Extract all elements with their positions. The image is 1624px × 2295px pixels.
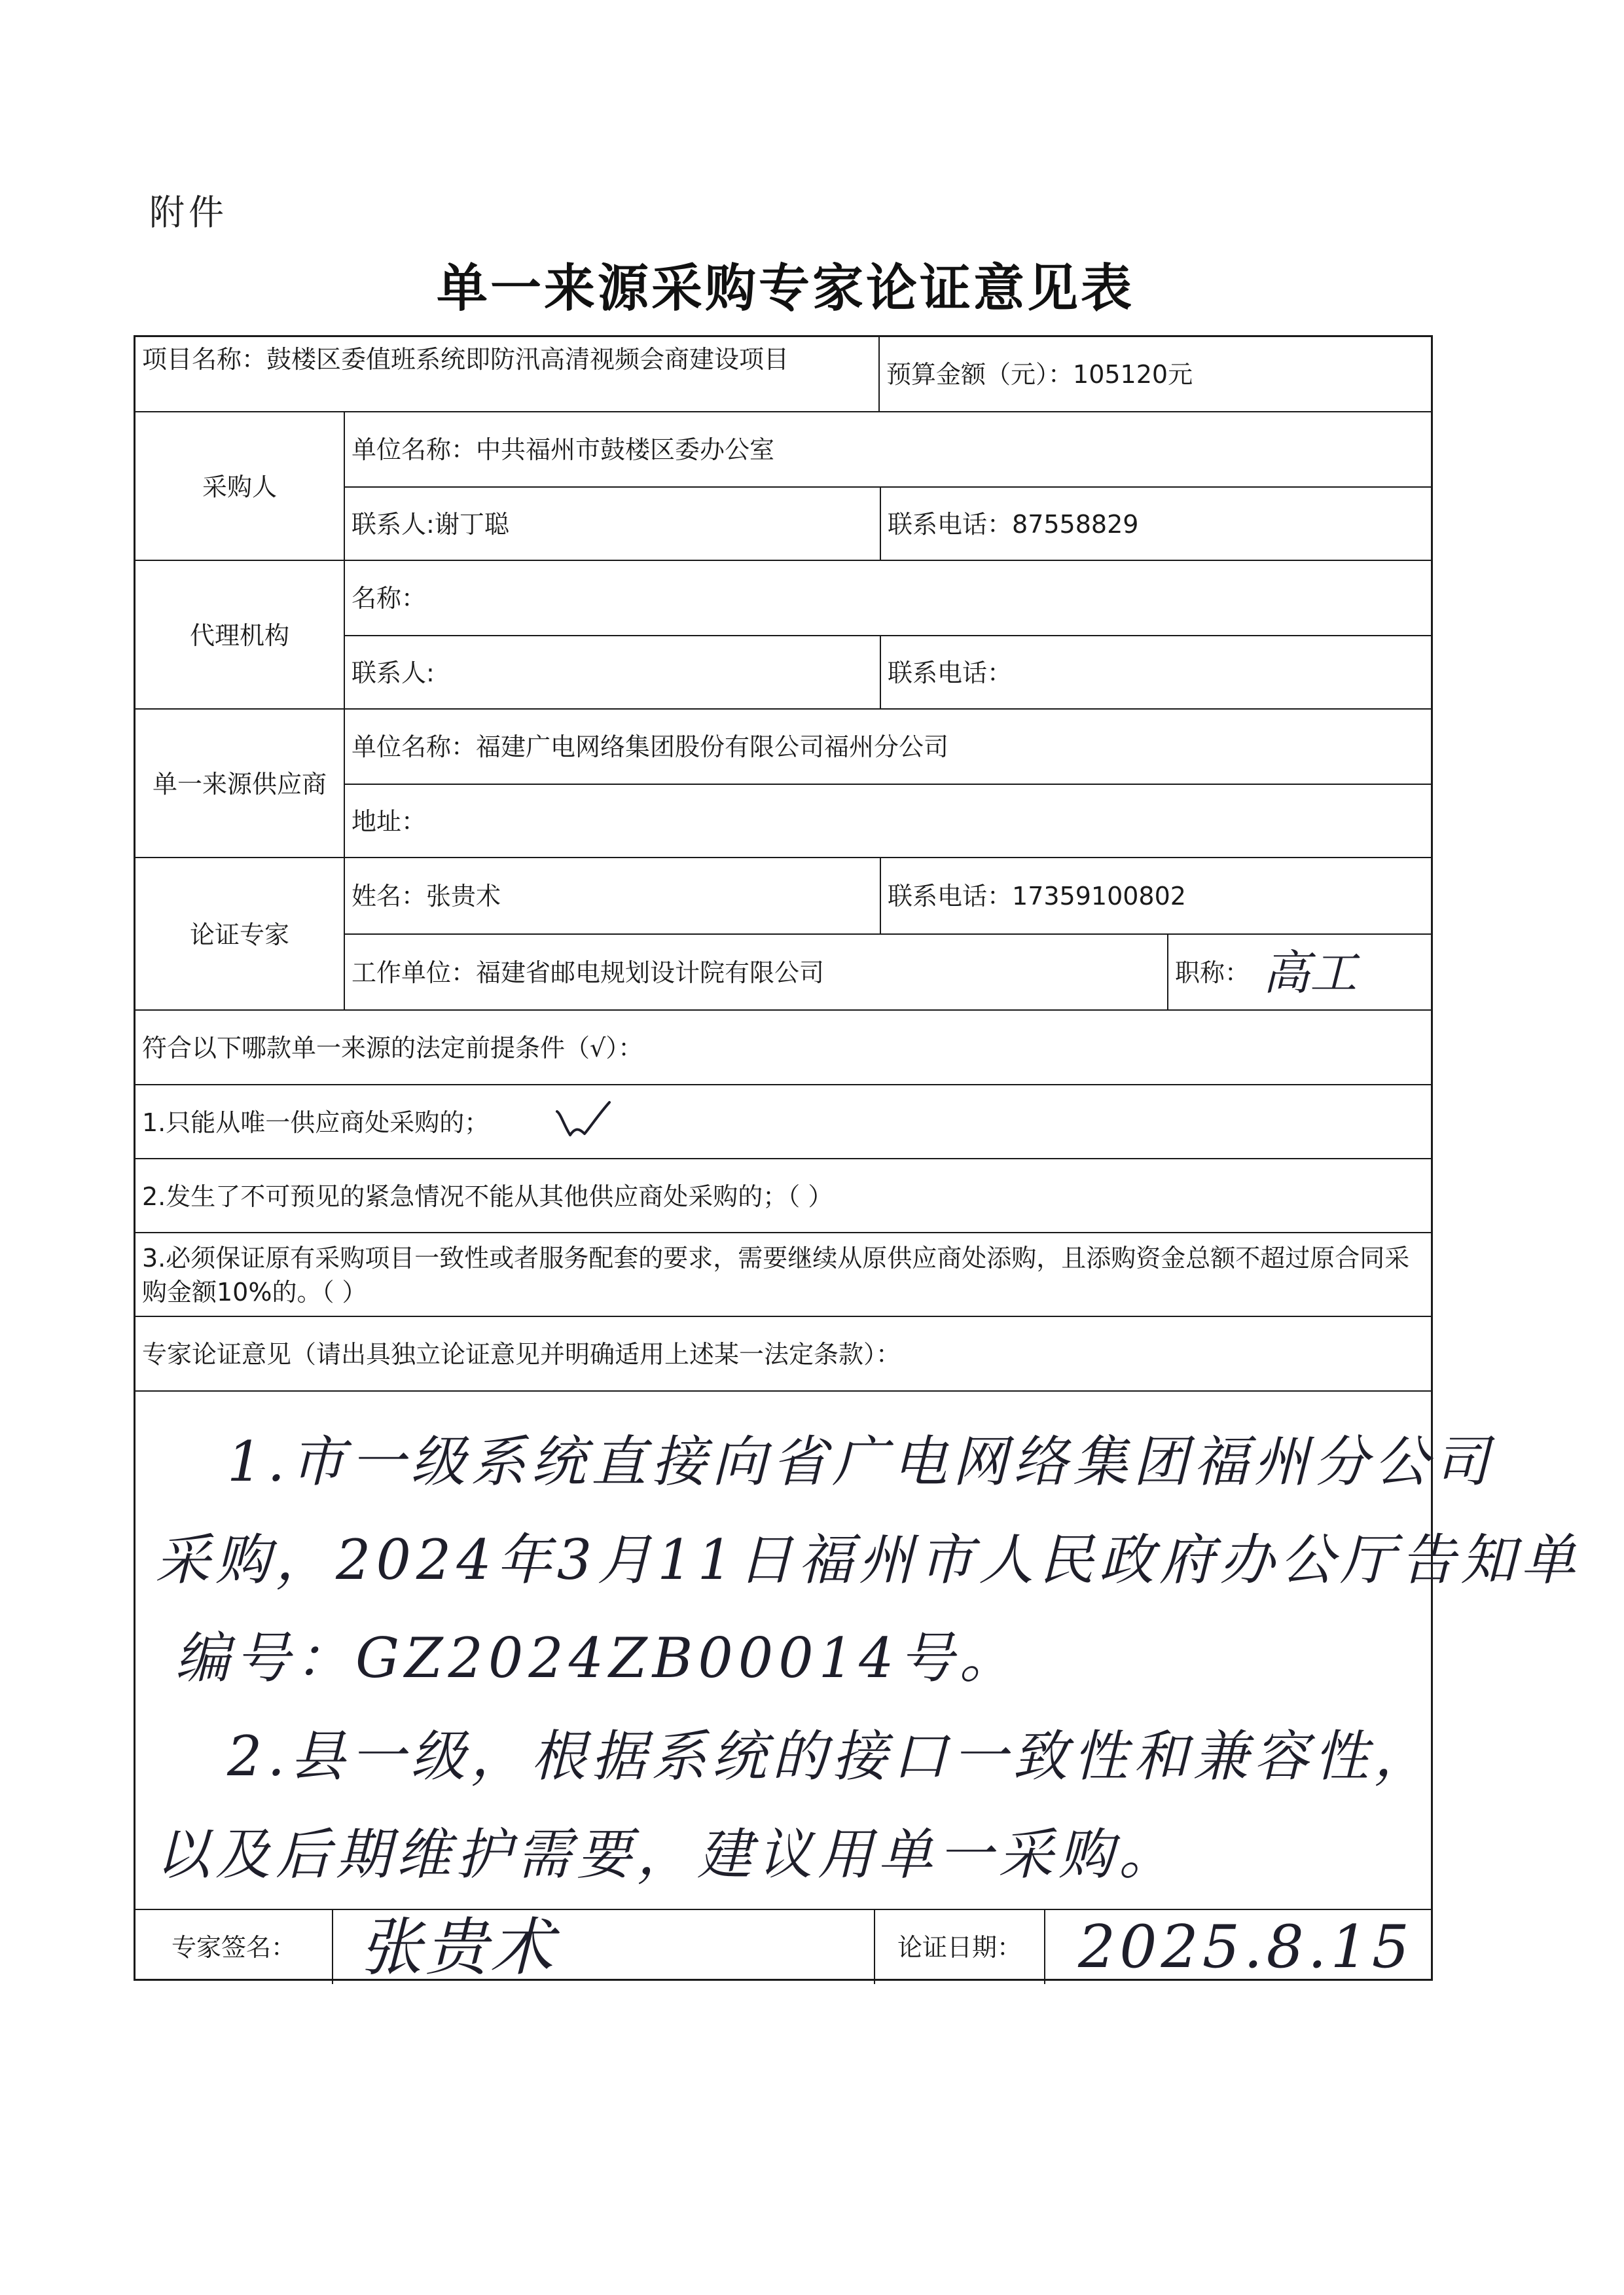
expert-title-value: 高工	[1263, 945, 1358, 1000]
expert-signature: 张贵术	[359, 1910, 556, 1984]
opinion-line-5: 以及后期维护需要，建议用单一采购。	[155, 1822, 1180, 1887]
agency-label: 代理机构	[189, 621, 289, 650]
condition-item-1	[135, 1085, 1431, 1159]
expert-employer-value: 福建省邮电规划设计院有限公司	[476, 958, 825, 987]
supplier-label: 单一来源供应商	[152, 769, 327, 799]
agency-phone-cell	[880, 636, 1434, 710]
condition-item-3: 3.必须保证原有采购项目一致性或者服务配套的要求，需要继续从原供应商处添购，且添购资金总额不超过原合同采购金额10%的。（ ）	[142, 1244, 1410, 1307]
budget-cell	[878, 337, 1433, 411]
budget-value: 105120元	[1073, 359, 1193, 389]
check-mark-icon	[553, 1098, 612, 1144]
project-row	[135, 337, 1431, 411]
purchaser-phone-cell	[880, 488, 1434, 561]
supplier-unit-cell	[345, 710, 1433, 784]
opinion-line-4: 2.县一级，根据系统的接口一致性和兼容性，	[227, 1724, 1435, 1788]
purchaser-contact-cell	[345, 488, 880, 561]
agency-section	[135, 560, 1431, 710]
supplier-address-row	[345, 784, 1433, 858]
purchaser-contact-row	[345, 486, 1433, 561]
opinion-line-1: 1.市一级系统直接向省广电网络集团福州分公司	[227, 1430, 1495, 1494]
supplier-address-cell	[345, 785, 1433, 858]
purchaser-phone-label: 联系电话：	[888, 510, 1013, 539]
opinion-body	[135, 1390, 1581, 1910]
opinion-date: 2025.8.15	[1078, 1912, 1414, 1981]
project-name-value: 鼓楼区委值班系统即防汛高清视频会商建设项目	[266, 345, 789, 374]
expert-name-cell	[345, 858, 880, 933]
expert-section	[135, 857, 1431, 1011]
agency-name-label: 名称：	[352, 583, 427, 613]
budget-label: 预算金额（元）：	[886, 359, 1074, 389]
expert-phone-label: 联系电话：	[888, 881, 1013, 911]
expert-title-cell	[1167, 935, 1434, 1011]
expert-phone-cell	[880, 858, 1434, 933]
expert-details	[344, 858, 1433, 1011]
purchaser-unit-cell	[345, 412, 1433, 486]
expert-name-row	[345, 858, 1433, 933]
agency-name-cell	[345, 561, 1433, 635]
condition-row-1	[135, 1084, 1431, 1159]
opinion-line-3: 编号：GZ2024ZB00014号。	[175, 1626, 1020, 1690]
signature-cell	[332, 1910, 874, 1984]
supplier-unit-row	[345, 710, 1433, 784]
opinion-prompt-row	[135, 1316, 1431, 1392]
supplier-unit-value: 福建广电网络集团股份有限公司福州分公司	[476, 732, 949, 761]
condition-row-3	[135, 1232, 1431, 1317]
expert-employer-row	[345, 933, 1433, 1011]
project-name-cell	[135, 337, 878, 411]
condition-text-1: 1.只能从唯一供应商处采购的；	[142, 1108, 490, 1137]
expert-employer-label: 工作单位：	[352, 958, 477, 987]
agency-contact-cell	[345, 636, 880, 710]
expert-name-label: 姓名：	[352, 881, 427, 911]
condition-row-2	[135, 1158, 1431, 1233]
signoff-row	[135, 1909, 1431, 1984]
expert-name-value: 张贵术	[426, 881, 501, 911]
form-title: 单一来源采购专家论证意见表	[436, 259, 1134, 318]
supplier-unit-label: 单位名称：	[352, 732, 477, 761]
expert-opinion-form	[134, 335, 1581, 1984]
purchaser-unit-label: 单位名称：	[352, 435, 477, 464]
conditions-prompt-row	[135, 1009, 1431, 1085]
agency-name-row	[345, 561, 1433, 635]
purchaser-unit-value: 中共福州市鼓楼区委办公室	[476, 435, 775, 464]
purchaser-section	[135, 411, 1431, 561]
date-label: 论证日期：	[874, 1910, 1044, 1984]
purchaser-contact-value: 谢丁聪	[434, 510, 509, 539]
agency-details	[344, 561, 1433, 710]
supplier-details	[344, 710, 1433, 858]
purchaser-contact-label: 联系人:	[352, 510, 435, 539]
expert-employer-cell	[345, 935, 1167, 1011]
opinion-prompt: 专家论证意见（请出具独立论证意见并明确适用上述某一法定条款）：	[142, 1340, 901, 1369]
project-name-label: 项目名称：	[142, 345, 267, 374]
expert-phone-value: 17359100802	[1012, 881, 1186, 911]
purchaser-details	[344, 412, 1433, 561]
opinion-line-2: 采购，2024年3月11日福州市人民政府办公厅告知单	[155, 1528, 1581, 1592]
agency-phone-label: 联系电话：	[888, 659, 1013, 687]
conditions-prompt: 符合以下哪款单一来源的法定前提条件（√）：	[142, 1034, 643, 1062]
agency-contact-label: 联系人:	[352, 659, 435, 687]
expert-title-label: 职称：	[1175, 958, 1250, 987]
condition-item-2: 2.发生了不可预见的紧急情况不能从其他供应商处采购的；（ ）	[142, 1182, 833, 1211]
supplier-section	[135, 708, 1431, 858]
signature-label: 专家签名：	[171, 1932, 296, 1962]
agency-contact-row	[345, 635, 1433, 710]
purchaser-unit-row	[345, 412, 1433, 486]
purchaser-label: 采购人	[202, 472, 277, 501]
supplier-address-label: 地址：	[352, 807, 427, 836]
expert-label: 论证专家	[189, 920, 289, 949]
date-cell	[1044, 1910, 1433, 1984]
attachment-label: 附件	[149, 192, 228, 233]
purchaser-phone-value: 87558829	[1012, 510, 1139, 539]
